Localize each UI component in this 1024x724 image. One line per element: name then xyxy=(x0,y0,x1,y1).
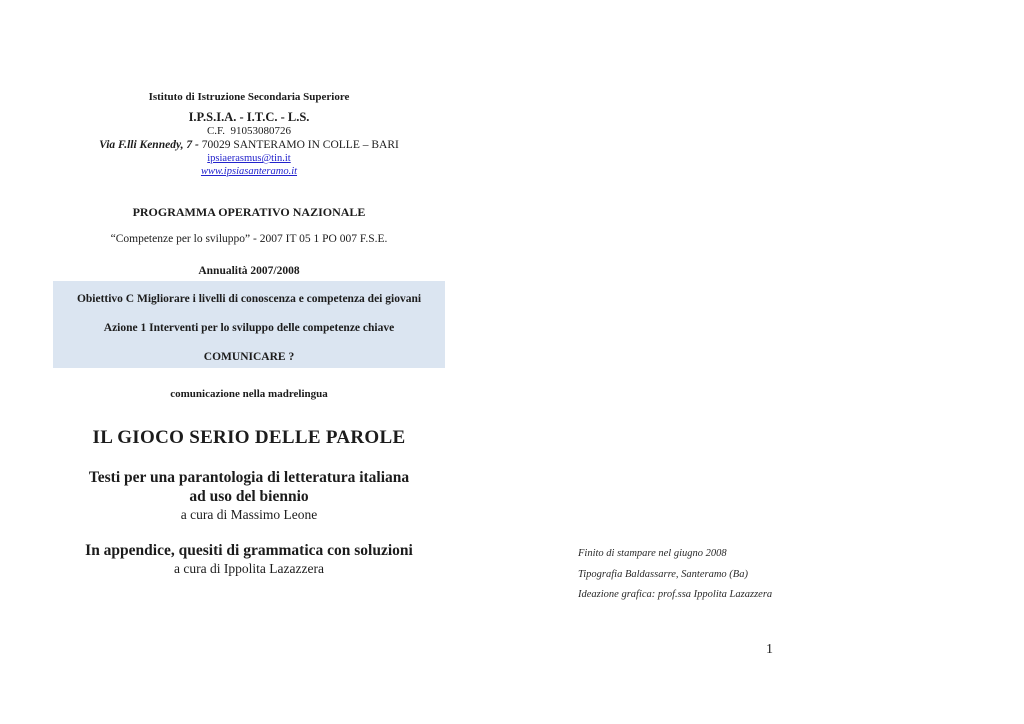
program-subtitle: “Competenze per lo sviluppo” - 2007 IT 05 1 PO 007 F.S.E. xyxy=(110,233,388,245)
book-subtitle-block xyxy=(53,468,445,524)
appendix-block xyxy=(53,541,445,578)
school-header xyxy=(53,90,445,178)
program-title: PROGRAMMA OPERATIVO NAZIONALE xyxy=(132,205,366,219)
school-abbreviations: I.P.S.I.A. - I.T.C. - L.S. xyxy=(188,110,310,124)
appendix-editor: a cura di Ippolita Lazazzera xyxy=(174,561,324,576)
action-line: Azione 1 Interventi per lo sviluppo delle competenze chiave xyxy=(103,322,395,334)
colophon-printer: Tipografia Baldassarre, Santeramo (Ba) xyxy=(578,568,748,580)
fiscal-code: C.F. 91053080726 xyxy=(206,125,292,137)
email-link[interactable]: ipsiaerasmus@tin.it xyxy=(207,153,291,164)
appendix-title: In appendice, quesiti di grammatica con soluzioni xyxy=(85,542,413,559)
objective-line: Obiettivo C Migliorare i livelli di conoscenza e competenza dei giovani xyxy=(76,293,422,305)
page-number: 1 xyxy=(766,642,773,657)
print-colophon xyxy=(578,544,772,606)
colophon-print-date: Finito di stampare nel giugno 2008 xyxy=(578,548,727,559)
institute-name: Istituto di Istruzione Secondaria Superiore xyxy=(148,91,350,103)
book-title: IL GIOCO SERIO DELLE PAROLE xyxy=(92,427,406,448)
email-row xyxy=(53,152,445,165)
address-city: 70029 SANTERAMO IN COLLE – BARI xyxy=(201,139,399,151)
book-subtitle-line2: ad uso del biennio xyxy=(189,488,309,505)
address-street: Via F.lli Kennedy, 7 - xyxy=(99,139,202,151)
colophon-designer: Ideazione grafica: prof.ssa Ippolita Lazazzera xyxy=(578,589,773,600)
address-line xyxy=(53,138,445,152)
book-subtitle-line1: Testi per una parantologia di letteratura italiana xyxy=(88,469,410,486)
website-link[interactable]: www.ipsiasanteramo.it xyxy=(200,166,298,177)
program-year: Annualità 2007/2008 xyxy=(198,265,300,277)
communicate-line: COMUNICARE ? xyxy=(203,351,295,363)
book-editor: a cura di Massimo Leone xyxy=(180,507,318,522)
subject-line: comunicazione nella madrelingua xyxy=(170,388,328,400)
website-row xyxy=(53,165,445,178)
objective-highlight-box xyxy=(53,281,445,368)
